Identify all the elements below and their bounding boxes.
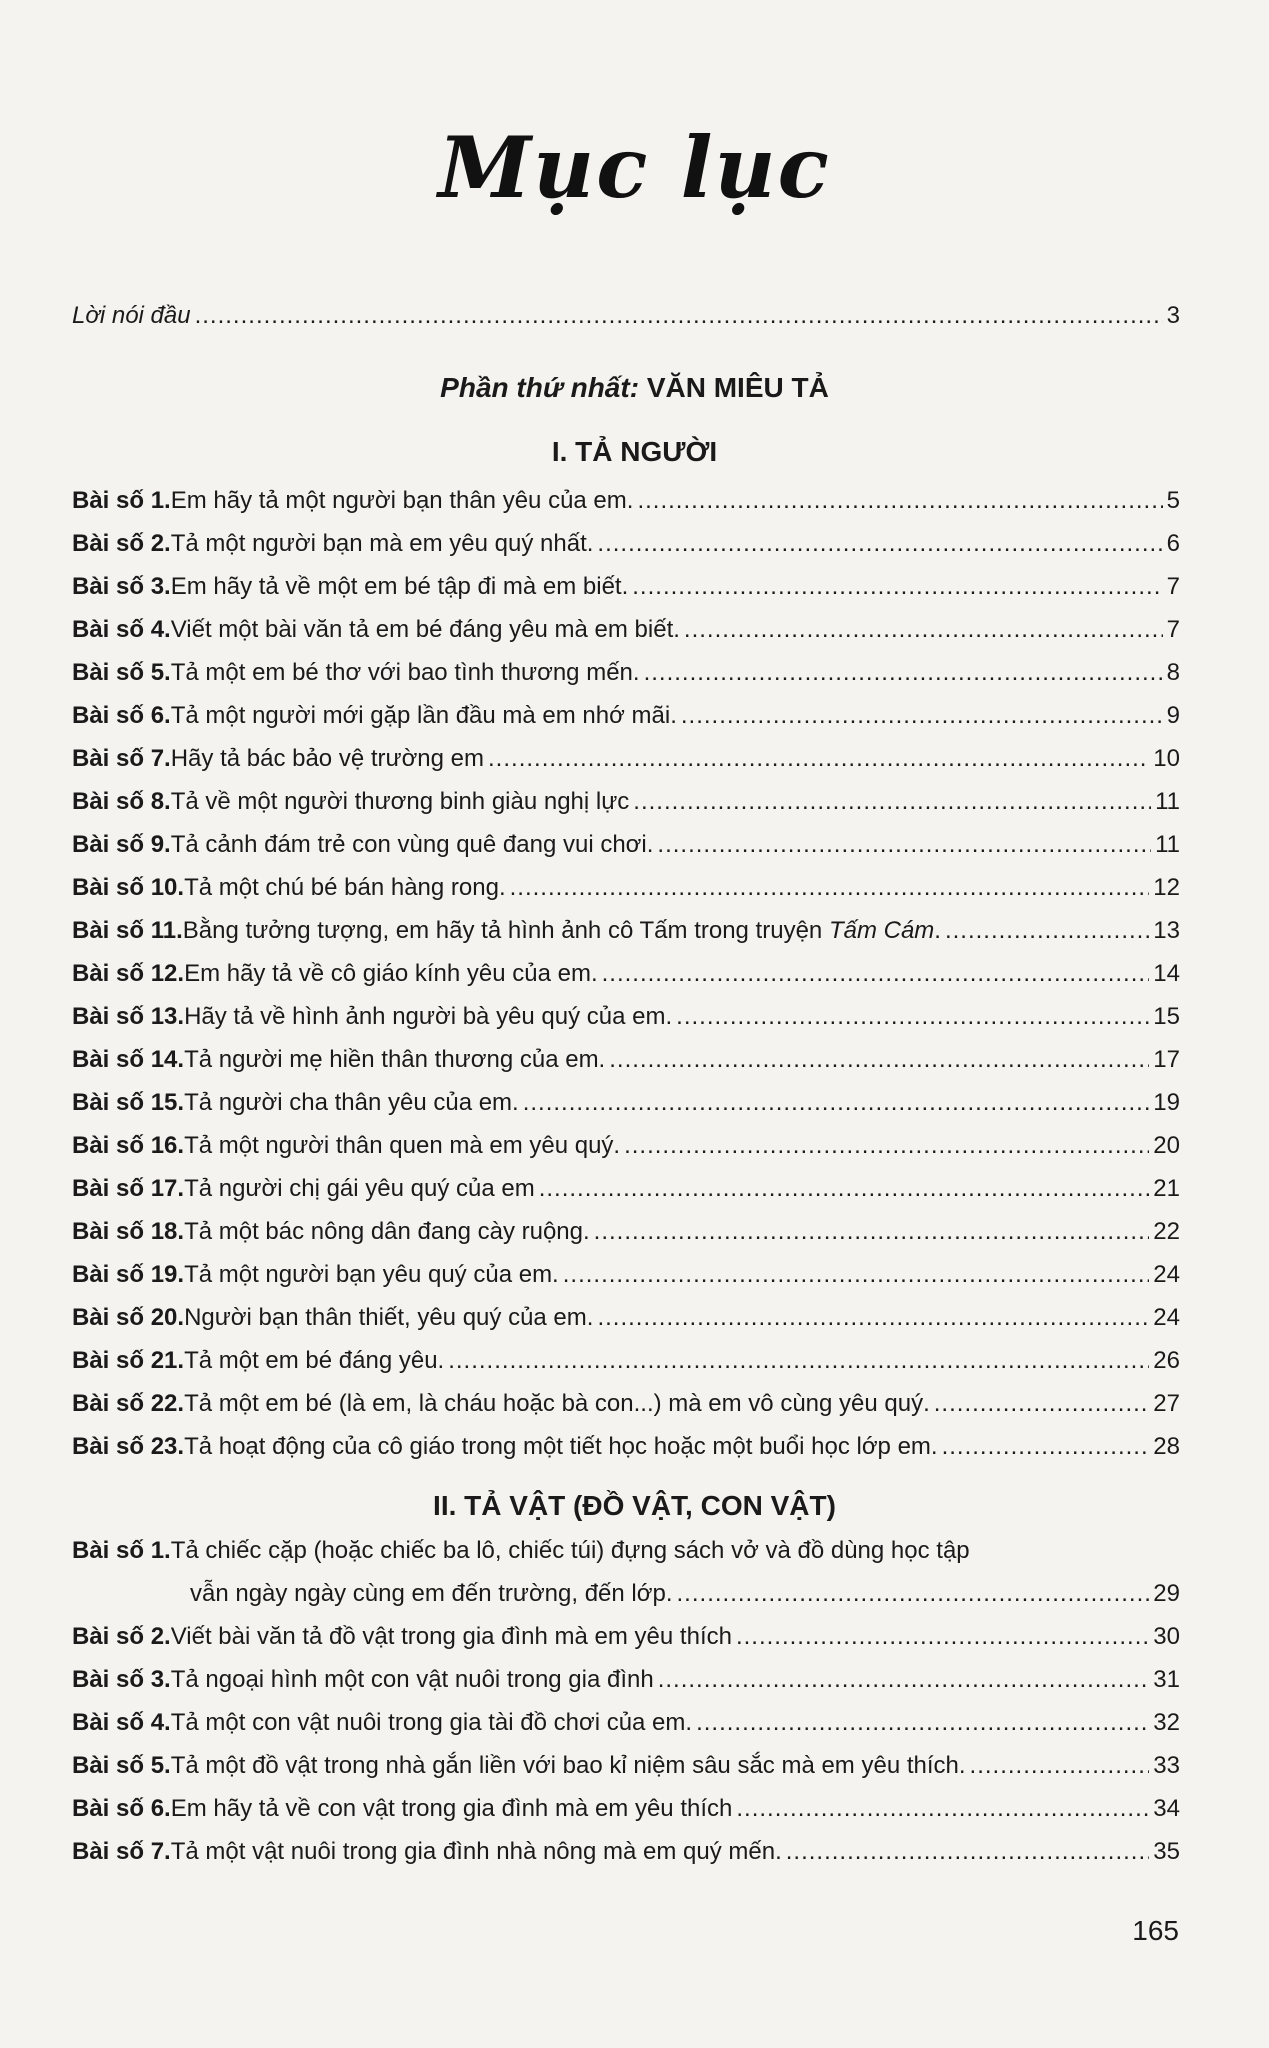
entry-label: Bài số 12. [72,960,185,987]
toc-entry [72,916,1180,946]
page-title: Mục lục [438,118,831,217]
entry-label: Bài số 16. [72,1132,185,1159]
entry-page: 9 [1166,702,1180,729]
leader-dots [736,1794,1149,1824]
leader-dots [597,1303,1149,1333]
entry-label: Bài số 15. [72,1089,185,1116]
toc-entry [72,658,1180,688]
leader-dots [523,1088,1150,1118]
entry-label: Bài số 6. [72,1795,171,1822]
entry-label: Bài số 6. [72,702,171,729]
entry-text: Lời nói đầu [72,302,191,329]
entry-label: Bài số 4. [72,1709,171,1736]
entry-page: 7 [1166,573,1180,600]
entry-page: 17 [1153,1046,1180,1073]
leader-dots [736,1622,1149,1652]
toc-entry [72,1002,1180,1032]
entry-text: Tả một bác nông dân đang cày ruộng. [184,1218,590,1245]
entry-page: 12 [1153,874,1180,901]
entry-label: Bài số 7. [72,745,171,772]
entry-page: 21 [1153,1175,1180,1202]
toc-entry [72,873,1180,903]
entry-page: 19 [1153,1089,1180,1116]
entry-page: 3 [1166,302,1180,329]
entry-text: Tả người mẹ hiền thân thương của em. [184,1046,606,1073]
entry-text: Em hãy tả một người bạn thân yêu của em. [170,487,634,514]
entry-label: Bài số 8. [72,788,171,815]
entry-text: Tả ngoại hình một con vật nuôi trong gia đình [170,1666,654,1693]
toc-entry [72,615,1180,645]
leader-dots [637,486,1162,516]
leader-dots [594,1217,1150,1247]
entry-text: Tả chiếc cặp (hoặc chiếc ba lô, chiếc túi) đựng sách vở và đồ dùng học tập [170,1537,970,1564]
entry-text: Hãy tả về hình ảnh người bà yêu quý của em. [184,1003,673,1030]
entry-text: Tả một người bạn yêu quý của em. [184,1261,559,1288]
section-heading: II. TẢ VẬT (ĐỒ VẬT, CON VẬT) [433,1490,836,1521]
entry-page: 7 [1166,616,1180,643]
entry-page: 31 [1153,1666,1180,1693]
toc-entry [72,1837,1180,1867]
leader-dots [945,916,1149,946]
entry-text: Tả người chị gái yêu quý của em [184,1175,535,1202]
toc-entry [72,1794,1180,1824]
toc-entry [72,1432,1180,1462]
entry-text: Tả một con vật nuôi trong gia tài đồ chơi của em. [170,1709,693,1736]
entry-text: Tả một người thân quen mà em yêu quý. [184,1132,621,1159]
entry-label: Bài số 11. [72,917,183,944]
entry-label: Bài số 22. [72,1390,185,1417]
entry-text: Tả về một người thương binh giàu nghị lực [170,788,630,815]
entry-page: 34 [1153,1795,1180,1822]
leader-dots [488,744,1149,774]
entry-label: Bài số 4. [72,616,171,643]
entry-page: 29 [1153,1580,1180,1607]
entry-label: Bài số 10. [72,874,185,901]
entry-page: 11 [1155,788,1180,815]
entry-text: Em hãy tả về một em bé tập đi mà em biết. [170,573,629,600]
entry-label: Bài số 20. [72,1304,185,1331]
leader-dots [510,873,1150,903]
leader-dots [597,529,1162,559]
entry-text: Viết bài văn tả đồ vật trong gia đình mà em yêu thích [170,1623,732,1650]
entry-page: 5 [1166,487,1180,514]
entry-text: Người bạn thân thiết, yêu quý của em. [184,1304,594,1331]
entry-text: Hãy tả bác bảo vệ trường em [170,745,485,772]
toc-entry [72,1174,1180,1204]
entry-page: 32 [1153,1709,1180,1736]
leader-dots [609,1045,1149,1075]
entry-page: 14 [1153,960,1180,987]
entry-page: 13 [1153,917,1180,944]
entry-label: Bài số 2. [72,1623,171,1650]
toc-entry [72,744,1180,774]
entry-page: 24 [1153,1304,1180,1331]
entry-page: 10 [1153,745,1180,772]
leader-dots [677,1579,1150,1609]
entry-label: Bài số 1. [72,1537,171,1564]
toc-entry-continued [72,1579,1180,1609]
toc-entry [72,1665,1180,1695]
leader-dots [786,1837,1150,1867]
leader-dots [602,959,1150,989]
entry-label: Bài số 14. [72,1046,185,1073]
toc-entry [72,830,1180,860]
entry-page: 30 [1153,1623,1180,1650]
entry-page: 33 [1153,1752,1180,1779]
entry-label: Bài số 5. [72,659,171,686]
toc-entry [72,1088,1180,1118]
part-name: VĂN MIÊU TẢ [646,372,829,403]
entry-text-continued: vẫn ngày ngày cùng em đến trường, đến lớp. [190,1580,673,1607]
toc-entry [72,787,1180,817]
toc-entry [72,1045,1180,1075]
toc-entry-intro [72,301,1180,331]
leader-dots [696,1708,1149,1738]
toc-entry [72,1217,1180,1247]
leader-dots [657,830,1151,860]
entry-label: Bài số 3. [72,1666,171,1693]
entry-text: Tả một người mới gặp lần đầu mà em nhớ mãi. [170,702,677,729]
entry-page: 35 [1153,1838,1180,1865]
entry-text: Tả một em bé đáng yêu. [184,1347,445,1374]
toc-entry [72,959,1180,989]
entry-label: Bài số 9. [72,831,171,858]
entry-label: Bài số 7. [72,1838,171,1865]
entry-text: Em hãy tả về cô giáo kính yêu của em. [184,960,598,987]
leader-dots [684,615,1163,645]
entry-label: Bài số 19. [72,1261,185,1288]
entry-text: Tả một đồ vật trong nhà gắn liền với bao kỉ niệm sâu sắc mà em yêu thích. [170,1752,966,1779]
part-prefix: Phần thứ nhất: [440,372,640,403]
entry-label: Bài số 23. [72,1433,185,1460]
entry-page: 27 [1153,1390,1180,1417]
entry-label: Bài số 21. [72,1347,185,1374]
entry-text: Tả một em bé (là em, là cháu hoặc bà con...) mà em vô cùng yêu quý. [184,1390,930,1417]
section-heading: I. TẢ NGƯỜI [551,436,718,467]
entry-page: 24 [1153,1261,1180,1288]
toc-entry [72,701,1180,731]
entry-text: Tả một người bạn mà em yêu quý nhất. [170,530,594,557]
entry-text: Tả một em bé thơ với bao tình thương mến. [170,659,640,686]
entry-page: 6 [1166,530,1180,557]
entry-text: Viết một bài văn tả em bé đáng yêu mà em biết. [170,616,680,643]
leader-dots [539,1174,1150,1204]
entry-text: Tả một chú bé bán hàng rong. [184,874,506,901]
leader-dots [970,1751,1150,1781]
leader-dots [942,1432,1150,1462]
leader-dots [624,1131,1149,1161]
entry-page: 22 [1153,1218,1180,1245]
toc-entry [72,1622,1180,1652]
leader-dots [448,1346,1149,1376]
entry-label: Bài số 2. [72,530,171,557]
leader-dots [676,1002,1149,1032]
leader-dots [658,1665,1150,1695]
entry-text: Tả hoạt động của cô giáo trong một tiết học hoặc một buổi học lớp em. [184,1433,938,1460]
leader-dots [644,658,1163,688]
entry-text: Em hãy tả về con vật trong gia đình mà em yêu thích [170,1795,733,1822]
entry-text: Tả một vật nuôi trong gia đình nhà nông mà em quý mến. [170,1838,782,1865]
toc-entry [72,1536,1180,1566]
toc-entry [72,1751,1180,1781]
entry-label: Bài số 3. [72,573,171,600]
entry-page: 15 [1153,1003,1180,1030]
toc-entry [72,486,1180,516]
entry-label: Bài số 13. [72,1003,185,1030]
toc-entry [72,1131,1180,1161]
toc-entry [72,572,1180,602]
entry-label: Bài số 18. [72,1218,185,1245]
toc-entry [72,1303,1180,1333]
entry-page: 28 [1153,1433,1180,1460]
part-heading [0,372,1269,404]
leader-dots [563,1260,1150,1290]
leader-dots [934,1389,1150,1419]
toc-entry [72,1260,1180,1290]
entry-label: Bài số 5. [72,1752,171,1779]
leader-dots [195,301,1163,331]
leader-dots [632,572,1162,602]
entry-page: 26 [1153,1347,1180,1374]
entry-label: Bài số 17. [72,1175,185,1202]
toc-entry [72,1346,1180,1376]
entry-page: 8 [1166,659,1180,686]
entry-text: Tả cảnh đám trẻ con vùng quê đang vui chơi. [170,831,654,858]
toc-entry [72,1389,1180,1419]
entry-page: 20 [1153,1132,1180,1159]
page-number: 165 [1132,1915,1179,1946]
entry-text: Tả người cha thân yêu của em. [184,1089,519,1116]
entry-label: Bài số 1. [72,487,171,514]
entry-page: 11 [1155,831,1180,858]
leader-dots [633,787,1151,817]
entry-text: Bằng tưởng tượng, em hãy tả hình ảnh cô Tấm trong truyện Tấm Cám. [182,917,941,944]
toc-entry [72,529,1180,559]
toc-entry [72,1708,1180,1738]
leader-dots [681,701,1163,731]
